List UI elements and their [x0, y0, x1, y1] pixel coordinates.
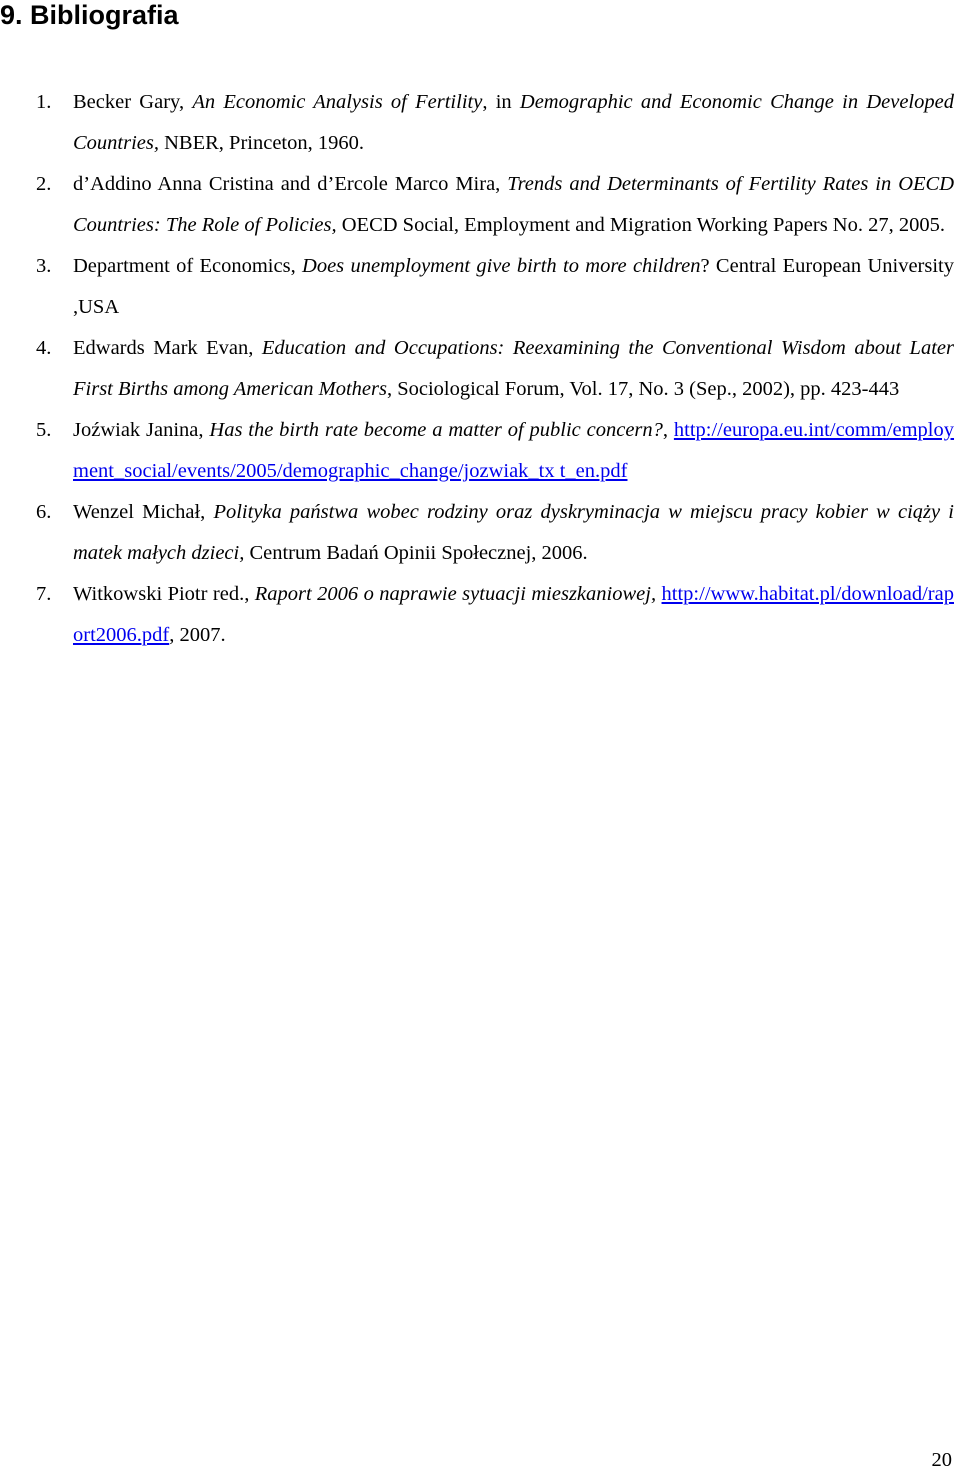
page-number: 20: [931, 1449, 952, 1471]
entry-text: NBER, Princeton, 1960.: [159, 132, 364, 154]
entry-text: Joźwiak Janina,: [73, 419, 210, 441]
entry-title: Does unemployment give birth to more children: [302, 255, 701, 277]
page-heading: 9. Bibliografia: [0, 0, 179, 30]
bibliography-entry: [36, 246, 954, 328]
entry-text: Edwards Mark Evan,: [73, 337, 262, 359]
entry-number: 5.: [36, 419, 52, 441]
entry-number: 2.: [36, 173, 52, 195]
bibliography-entry: [36, 82, 954, 164]
entry-title: Education and Occupations: Reexamining the Conventional Wisdom about Later First Births among American Mothers: [73, 337, 954, 400]
entry-text: OECD Social, Employment and Migration Working Papers No. 27, 2005.: [336, 214, 945, 236]
entry-title: Demographic and Economic Change in Developed Countries,: [73, 91, 954, 154]
entry-text: d’Addino Anna Cristina and d’Ercole Marco Mira,: [73, 173, 508, 195]
bibliography-entry: [36, 328, 954, 410]
entry-number: 3.: [36, 255, 52, 277]
entry-text: ? Central European University ,USA: [73, 255, 955, 318]
entry-text: Witkowski Piotr red.,: [73, 583, 255, 605]
entry-number: 4.: [36, 337, 52, 359]
entry-text: , in: [482, 91, 520, 113]
entry-link[interactable]: http://www.habitat.pl/download/raport2006.pdf: [73, 583, 954, 646]
entry-text: Centrum Badań Opinii Społecznej, 2006.: [244, 542, 588, 564]
entry-title: Trends and Determinants of Fertility Rates in OECD Countries: The Role of Policies,: [73, 173, 955, 236]
entry-title: Raport 2006 o naprawie sytuacji mieszkaniowej,: [254, 583, 657, 605]
bibliography-entry: [36, 164, 954, 246]
entry-text: , Sociological Forum, Vol. 17, No. 3 (Sep., 2002), pp. 423-443: [386, 378, 900, 400]
entry-text: Wenzel Michał,: [73, 501, 214, 523]
entry-number: 1.: [36, 91, 52, 113]
bibliography-entry: [36, 410, 954, 492]
entry-title: An Economic Analysis of Fertility: [192, 91, 483, 113]
entry-text: ,: [662, 419, 674, 441]
entry-text: Becker Gary,: [73, 91, 193, 113]
entry-number: 7.: [36, 583, 52, 605]
entry-text: Department of Economics,: [73, 255, 303, 277]
bibliography-entry: [36, 574, 954, 656]
entry-text: , 2007.: [169, 624, 226, 646]
bibliography-entry: [36, 492, 954, 574]
entry-number: 6.: [36, 501, 52, 523]
entry-title: Has the birth rate become a matter of public concern?: [209, 419, 663, 441]
entry-link[interactable]: http://europa.eu.int/comm/employment_social/events/2005/demographic_change/jozwiak_tx t_en.pdf: [73, 419, 955, 482]
entry-title: Polityka państwa wobec rodziny oraz dyskryminacja w miejscu pracy kobier w ciąży i matek małych dzieci,: [73, 501, 954, 564]
bibliography-list: [36, 82, 954, 656]
